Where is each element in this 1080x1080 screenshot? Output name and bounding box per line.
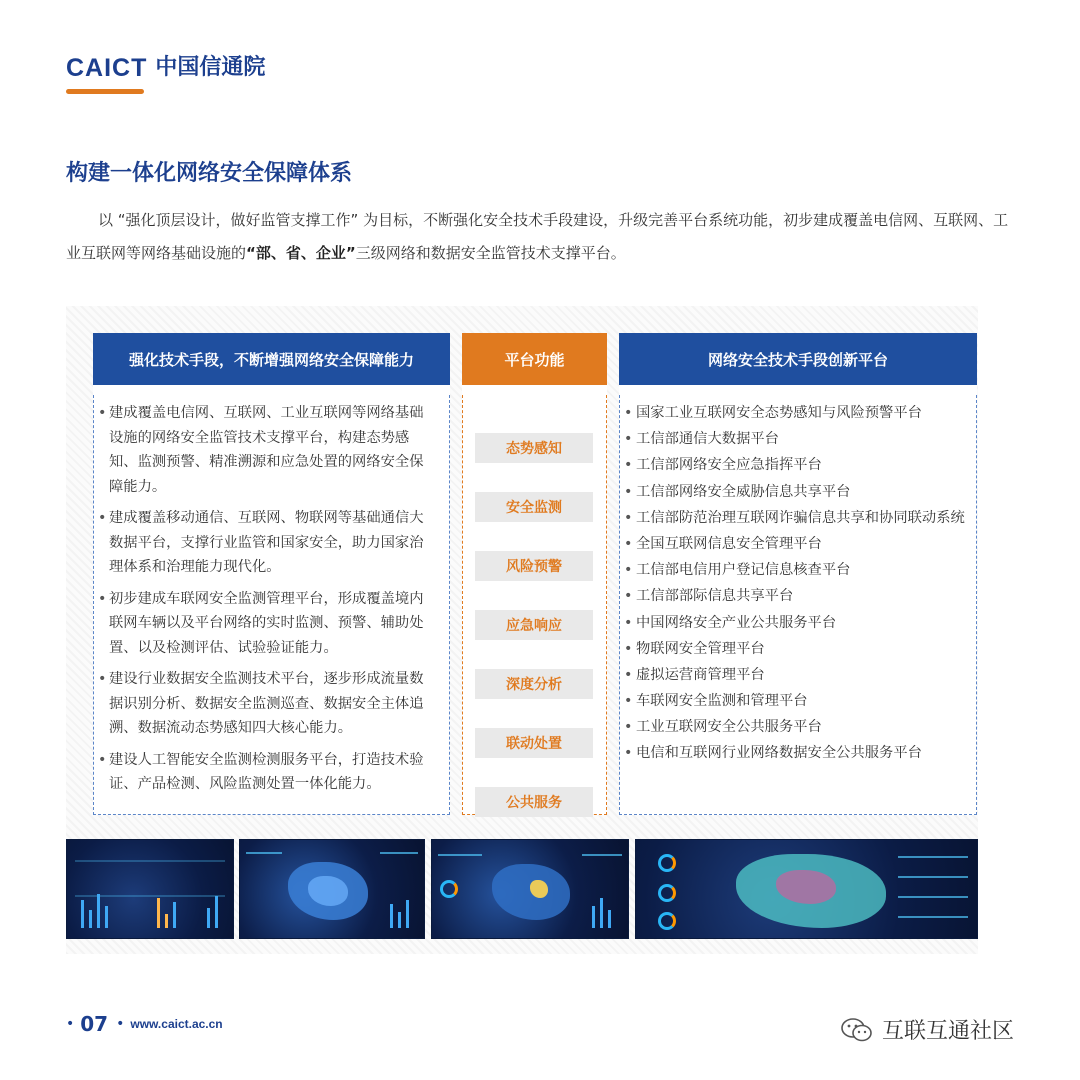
platform-item: • 工信部防范治理互联网诈骗信息共享和协同联动系统 <box>622 506 966 531</box>
capability-item: • 建成覆盖移动通信、互联网、物联网等基础通信大数据平台，支撑行业监管和国家安全，助力国家治理体系和治理能力现代化。 <box>96 506 437 580</box>
function-header: 平台功能 <box>462 333 607 385</box>
infographic-panel <box>66 306 978 954</box>
function-badge: 公共服务 <box>475 787 593 817</box>
caict-logo <box>66 48 265 88</box>
intro-part1: 以 “强化顶层设计，做好监管支撑工作” 为目标，不断强化安全技术手段建设，升级完善平台系统功能，初步建成覆盖电信网、互联网、工业互联网等网络基础设施的 <box>66 211 1009 262</box>
website-url: www.caict.ac.cn <box>130 1017 223 1031</box>
capability-body <box>93 395 450 815</box>
platform-column <box>619 333 977 815</box>
page-number: 07 <box>80 1012 109 1036</box>
platform-list <box>620 395 976 766</box>
platform-item: • 全国互联网信息安全管理平台 <box>622 532 966 557</box>
platform-item: • 工信部通信大数据平台 <box>622 427 966 452</box>
footer-bullet: • <box>116 1016 125 1032</box>
platform-item: • 虚拟运营商管理平台 <box>622 663 966 688</box>
capability-item: • 建设人工智能安全监测检测服务平台，打造技术验证、产品检测、风险监测处置一体化能力。 <box>96 748 437 797</box>
platform-header: 网络安全技术手段创新平台 <box>619 333 977 385</box>
platform-item: • 工信部电信用户登记信息核查平台 <box>622 558 966 583</box>
function-body <box>462 395 607 815</box>
page-footer <box>66 1012 223 1036</box>
function-badge: 风险预警 <box>475 551 593 581</box>
logo-swoosh <box>66 89 144 94</box>
watermark-text: 互联互通社区 <box>882 1019 1015 1044</box>
capability-item: • 建设行业数据安全监测技术平台，逐步形成流量数据识别分析、数据安全监测巡查、数据安全主体追溯、数据流动态势感知四大核心能力。 <box>96 667 437 741</box>
intro-paragraph <box>66 204 1011 270</box>
dashboard-screenshot <box>239 839 425 939</box>
capability-item: • 建成覆盖电信网、互联网、工业互联网等网络基础设施的网络安全监管技术支撑平台，构建态势感知、监测预警、精准溯源和应急处置的网络安全保障能力。 <box>96 401 437 499</box>
intro-part2: 三级网络和数据安全监管技术支撑平台。 <box>355 244 626 262</box>
watermark <box>840 1014 1014 1045</box>
platform-item: • 工信部部际信息共享平台 <box>622 584 966 609</box>
platform-item: • 中国网络安全产业公共服务平台 <box>622 611 966 636</box>
dashboard-screenshot <box>66 839 234 939</box>
section-title: 构建一体化网络安全保障体系 <box>66 161 353 186</box>
dashboard-screenshot <box>635 839 978 939</box>
capability-header: 强化技术手段，不断增强网络安全保障能力 <box>93 333 450 385</box>
dashboard-screenshot <box>431 839 629 939</box>
logo-en-text: CAICT <box>66 53 148 82</box>
platform-body <box>619 395 977 815</box>
function-badge: 联动处置 <box>475 728 593 758</box>
function-badge: 应急响应 <box>475 610 593 640</box>
capability-item: • 初步建成车联网安全监测管理平台，形成覆盖境内联网车辆以及平台网络的实时监测、预警、辅助处置、以及检测评估、试验验证能力。 <box>96 587 437 661</box>
capability-list <box>94 395 449 797</box>
footer-bullet: • <box>66 1016 75 1032</box>
platform-item: • 物联网安全管理平台 <box>622 637 966 662</box>
platform-item: • 国家工业互联网安全态势感知与风险预警平台 <box>622 401 966 426</box>
platform-item: • 车联网安全监测和管理平台 <box>622 689 966 714</box>
platform-item: • 工业互联网安全公共服务平台 <box>622 715 966 740</box>
function-badge: 安全监测 <box>475 492 593 522</box>
platform-item: • 工信部网络安全应急指挥平台 <box>622 453 966 478</box>
platform-item: • 电信和互联网行业网络数据安全公共服务平台 <box>622 741 966 766</box>
logo-cn-text: 中国信通院 <box>155 55 266 80</box>
intro-highlight: “部、省、企业” <box>246 244 356 262</box>
function-badge: 态势感知 <box>475 433 593 463</box>
wechat-icon <box>840 1016 874 1044</box>
capability-column <box>93 333 450 815</box>
platform-item: • 工信部网络安全威胁信息共享平台 <box>622 480 966 505</box>
function-column <box>462 333 607 815</box>
function-badge: 深度分析 <box>475 669 593 699</box>
